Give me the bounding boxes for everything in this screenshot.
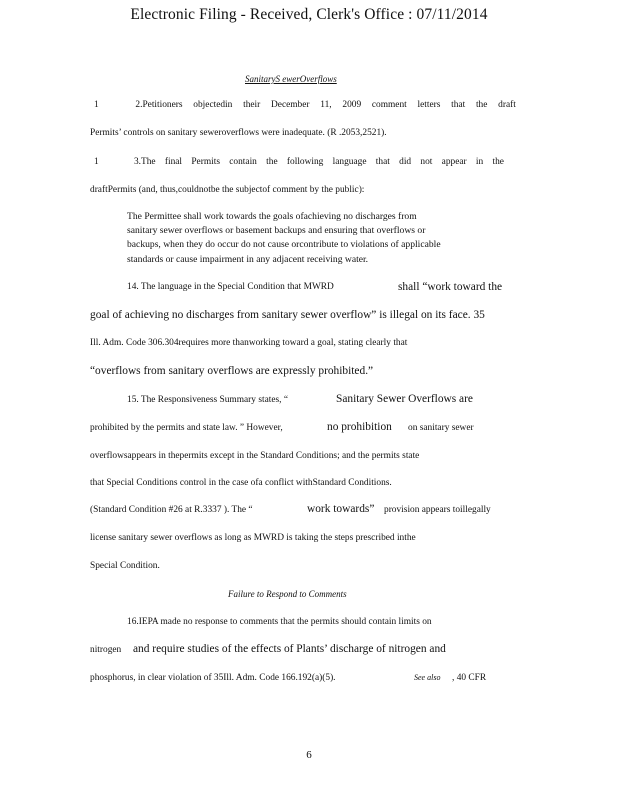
paragraph-14-line-1a: 14. The language in the Special Condition that MWRD: [127, 282, 334, 292]
paragraph-16-line-2b: and require studies of the effects of Plants’ discharge of nitrogen and: [133, 643, 446, 655]
paragraph-16-line-3a: phosphorus, in clear violation of 35Ill. Adm. Code 166.192(a)(5).: [90, 673, 336, 683]
paragraph-14-line-3: Ill. Adm. Code 306.304requires more thanworking toward a goal, stating clearly that: [90, 338, 408, 348]
filing-header: Electronic Filing - Received, Clerk's Office : 07/11/2014: [130, 6, 488, 23]
paragraph-12-line-2: Permits’ controls on sanitary seweroverflows were inadequate. (R .2053,2521).: [90, 128, 387, 138]
word: December: [271, 100, 310, 110]
paragraph-16-line-2a: nitrogen: [90, 645, 122, 655]
word: final: [164, 157, 183, 167]
paragraph-16-line-3b: See also: [414, 673, 441, 682]
word: contain: [229, 157, 257, 167]
paragraph-15-line-2c: on sanitary sewer: [408, 423, 474, 433]
word: did: [399, 157, 412, 167]
word: the: [475, 100, 488, 110]
word: their: [243, 100, 261, 110]
paragraph-14-line-2: goal of achieving no discharges from sanitary sewer overflow” is illegal on its face. 35: [90, 309, 485, 321]
paragraph-14-line-4: “overflows from sanitary overflows are expressly prohibited.”: [90, 365, 374, 377]
quote-line: standards or cause impairment in any adjacent receiving water.: [127, 254, 369, 265]
word: not: [420, 157, 433, 167]
word: in: [475, 157, 484, 167]
paragraph-15-line-6: license sanitary sewer overflows as long as MWRD is taking the steps prescribed inthe: [90, 533, 416, 543]
word: the: [266, 157, 278, 167]
paragraph-15-line-5a: (Standard Condition #26 at R.3337 ). The “: [90, 505, 253, 515]
word: language: [332, 157, 367, 167]
word: 1: [94, 100, 99, 110]
paragraph-15-line-5c: provision appears toillegally: [384, 505, 491, 515]
section-heading-sanitary-sewer-overflows: SanitaryS ewerOverflows: [245, 74, 337, 84]
paragraph-13-line-2: draftPermits (and, thus,couldnotbe the subjectof comment by the public):: [90, 185, 365, 195]
paragraph-15-line-1b: Sanitary Sewer Overflows are: [336, 393, 473, 405]
word: appear: [441, 157, 467, 167]
word: Permits: [191, 157, 220, 167]
paragraph-13-line-1: [94, 157, 504, 167]
word: that: [375, 157, 390, 167]
quote-line: sanitary sewer overflows or basement backups and ensuring that overflows or: [127, 225, 426, 236]
quote-line: backups, when they do occur do not cause orcontribute to violations of applicable: [127, 239, 441, 250]
paragraph-16-line-1: 16.IEPA made no response to comments that the permits should contain limits on: [127, 617, 432, 627]
word: comment: [371, 100, 407, 110]
word: that: [451, 100, 466, 110]
word: the: [492, 157, 504, 167]
word: objectedin: [193, 100, 233, 110]
word: 2.Petitioners: [135, 100, 183, 110]
word: draft: [498, 100, 516, 110]
paragraph-15-line-4: that Special Conditions control in the case ofa conflict withStandard Conditions.: [90, 478, 392, 488]
paragraph-12-line-1: [94, 100, 516, 110]
page-number: 6: [306, 749, 312, 761]
word: 3.The: [133, 157, 156, 167]
quote-line: The Permittee shall work towards the goals ofachieving no discharges from: [127, 211, 417, 222]
word: 2009: [342, 100, 362, 110]
paragraph-15-line-1a: 15. The Responsiveness Summary states, “: [127, 395, 289, 405]
word: letters: [417, 100, 441, 110]
paragraph-15-line-7: Special Condition.: [90, 561, 160, 571]
paragraph-15-line-2a: prohibited by the permits and state law. ” However,: [90, 423, 283, 433]
word: 1: [94, 157, 99, 167]
paragraph-14-line-1b: shall “work toward the: [398, 281, 503, 293]
paragraph-15-line-2b: no prohibition: [327, 421, 392, 433]
paragraph-15-line-5b: work towards”: [307, 503, 375, 515]
paragraph-16-line-3c: , 40 CFR: [452, 673, 487, 683]
word: 11,: [320, 100, 332, 110]
paragraph-15-line-3: overflowsappears in thepermits except in the Standard Conditions; and the permits state: [90, 451, 420, 461]
section-heading-failure-to-respond: Failure to Respond to Comments: [228, 589, 347, 599]
word: following: [286, 157, 324, 167]
